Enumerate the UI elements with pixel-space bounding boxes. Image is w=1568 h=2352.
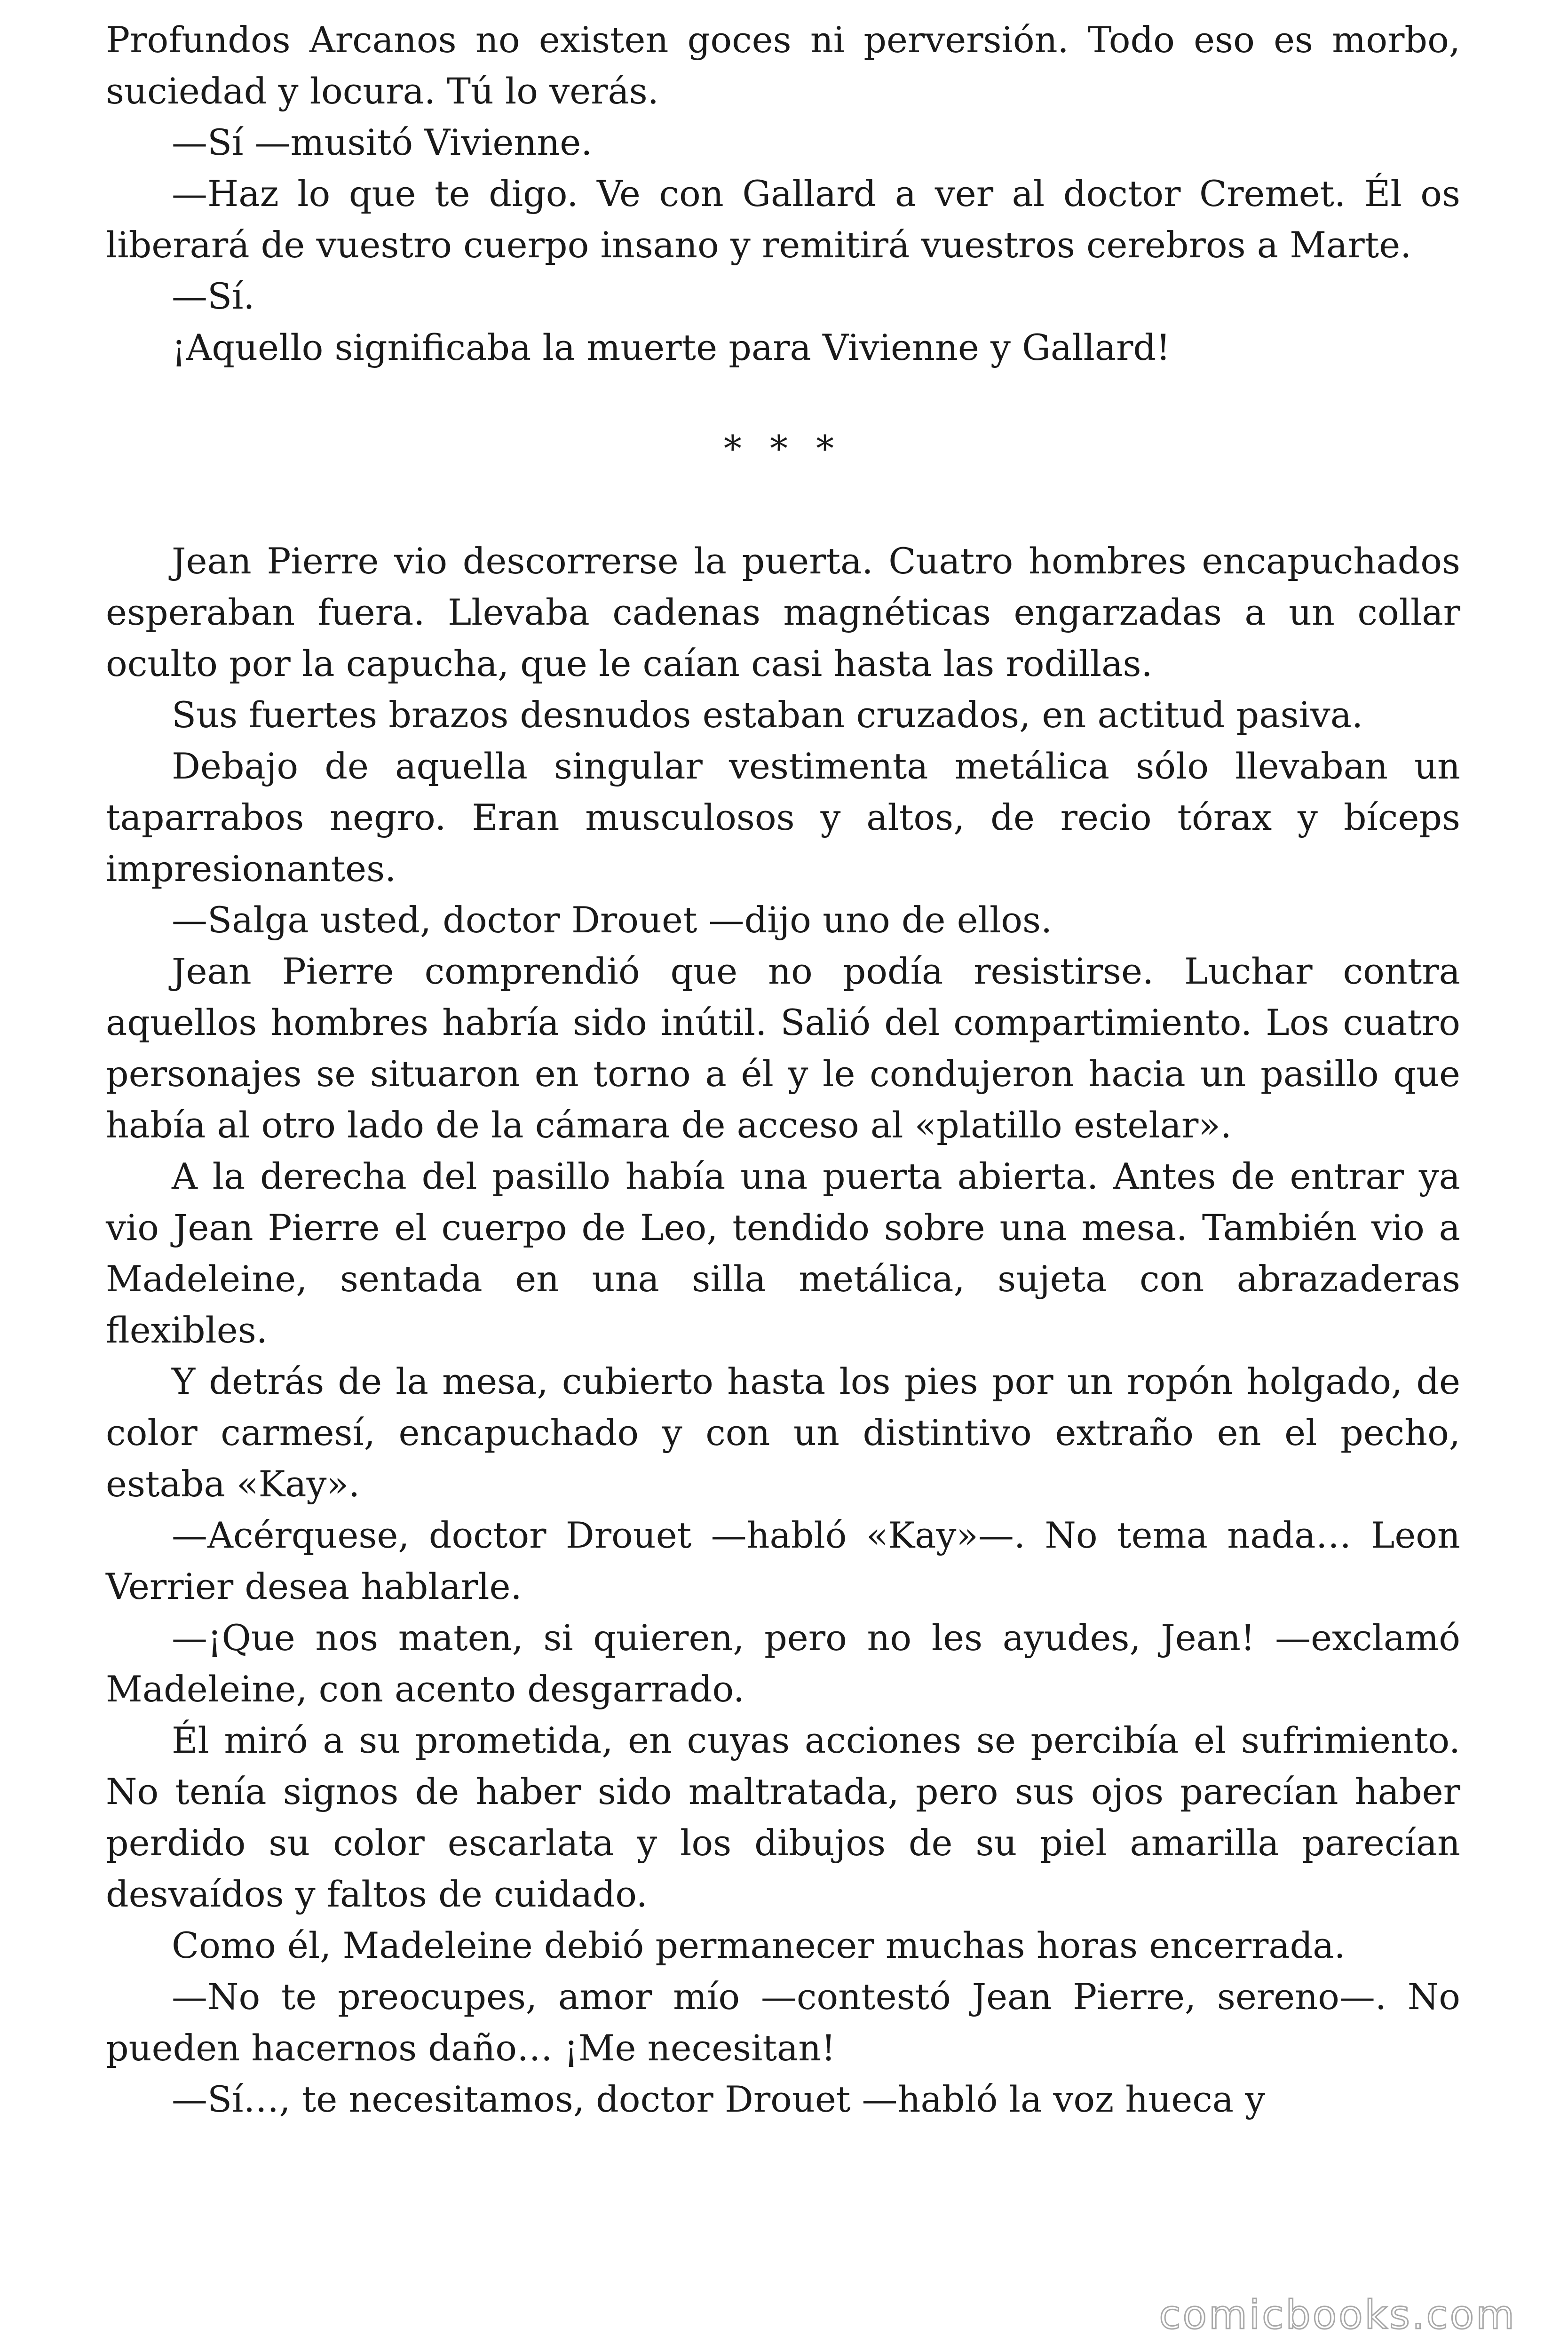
paragraph: Jean Pierre comprendió que no podía resistirse. Luchar contra aquellos hombres habría sido inútil. Salió del compartimiento. Los cuatro personajes se situaron en torno a él y le condujeron hacia un pasillo que había al otro lado de la cámara de acceso al «platillo estelar».	[106, 950, 1460, 1146]
paragraph: —Acérquese, doctor Drouet —habló «Kay»—. No tema nada… Leon Verrier desea hablarle.	[106, 1514, 1460, 1607]
paragraph: Y detrás de la mesa, cubierto hasta los pies por un ropón holgado, de color carmesí, encapuchado y con un distintivo extraño en el pecho, estaba «Kay».	[106, 1360, 1460, 1505]
section-separator: * * *	[723, 428, 843, 469]
paragraph: —Sí —musitó Vivienne.	[172, 121, 593, 163]
paragraph: Sus fuertes brazos desnudos estaban cruzados, en actitud pasiva.	[172, 694, 1363, 736]
paragraph: Como él, Madeleine debió permanecer muchas horas encerrada.	[172, 1924, 1346, 1966]
watermark: comicbooks.com	[1159, 2292, 1516, 2338]
paragraph: Él miró a su prometida, en cuyas acciones se percibía el sufrimiento. No tenía signos de haber sido maltratada, pero sus ojos parecían haber perdido su color escarlata y los dibujos de su piel amarilla parecían desvaídos y faltos de cuidado.	[106, 1719, 1460, 1915]
paragraph: A la derecha del pasillo había una puerta abierta. Antes de entrar ya vio Jean Pierre el cuerpo de Leo, tendido sobre una mesa. También vio a Madeleine, sentada en una silla metálica, sujeta con abrazaderas flexibles.	[106, 1155, 1460, 1351]
paragraph: —Salga usted, doctor Drouet —dijo uno de ellos.	[172, 899, 1053, 941]
paragraph: —¡Que nos maten, si quieren, pero no les ayudes, Jean! —exclamó Madeleine, con acento desgarrado.	[106, 1617, 1460, 1710]
paragraph: —Sí.	[172, 275, 255, 317]
paragraph: Debajo de aquella singular vestimenta metálica sólo llevaban un taparrabos negro. Eran musculosos y altos, de recio tórax y bíceps impresionantes.	[106, 745, 1460, 890]
book-page	[106, 14, 1460, 2125]
paragraph: Profundos Arcanos no existen goces ni perversión. Todo eso es morbo, suciedad y locura. Tú lo verás.	[106, 19, 1460, 112]
paragraph: —Haz lo que te digo. Ve con Gallard a ver al doctor Cremet. Él os liberará de vuestro cuerpo insano y remitirá vuestros cerebros a Marte.	[106, 173, 1460, 266]
paragraph: Jean Pierre vio descorrerse la puerta. Cuatro hombres encapuchados esperaban fuera. Llevaba cadenas magnéticas engarzadas a un collar oculto por la capucha, que le caían casi hasta las rodillas.	[106, 540, 1460, 684]
paragraph: —Sí…, te necesitamos, doctor Drouet —habló la voz hueca y	[172, 2078, 1266, 2120]
paragraph: —No te preocupes, amor mío —contestó Jean Pierre, sereno—. No pueden hacernos daño… ¡Me necesitan!	[106, 1976, 1460, 2069]
text-section-after	[106, 535, 1460, 2125]
text-section-before	[106, 14, 1460, 373]
paragraph: ¡Aquello significaba la muerte para Vivienne y Gallard!	[172, 326, 1171, 368]
